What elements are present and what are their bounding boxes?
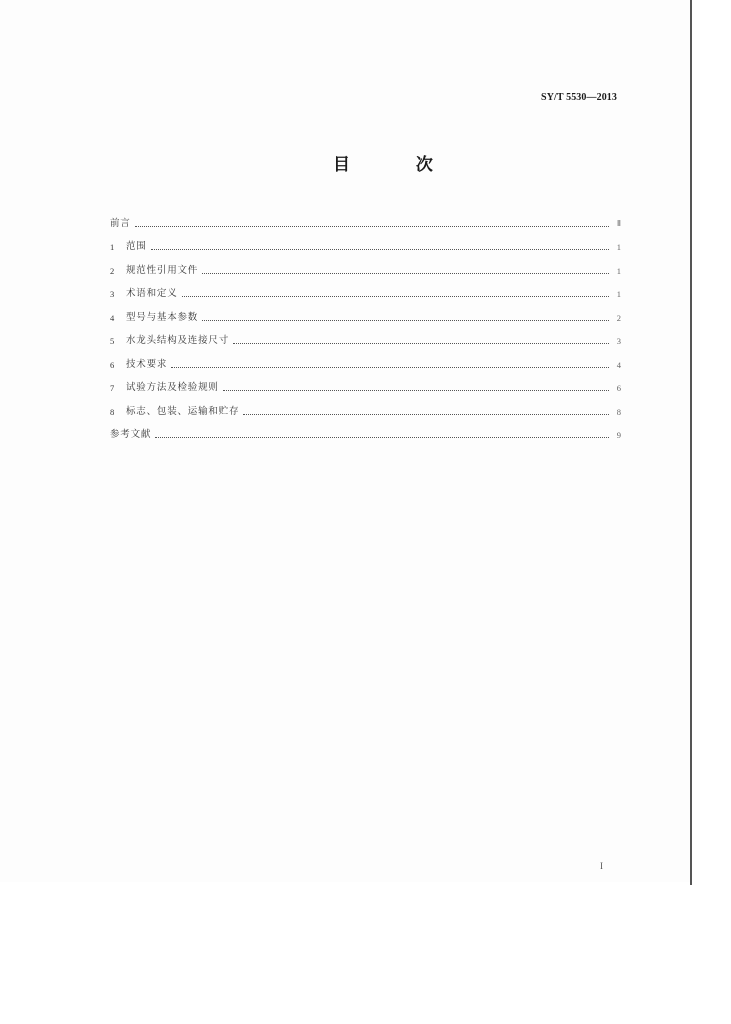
toc-leader-dots <box>243 414 609 415</box>
toc-entry-label: 术语和定义 <box>126 288 178 299</box>
toc-leader-dots <box>151 249 609 250</box>
page-edge-shadow <box>690 0 692 885</box>
toc-entry-number: 4 <box>110 312 115 323</box>
toc-entry-normative-references[interactable] <box>110 252 621 276</box>
toc-entry-page: 4 <box>616 359 621 370</box>
toc-entry-page: Ⅱ <box>616 217 621 228</box>
toc-leader-dots <box>233 343 609 344</box>
toc-entry-page: 3 <box>616 336 621 346</box>
toc-entry-label: 水龙头结构及连接尺寸 <box>126 335 230 346</box>
toc-entry-label: 技术要求 <box>126 358 168 370</box>
toc-entry-scope[interactable] <box>110 229 621 253</box>
toc-entry-page: 9 <box>616 430 621 440</box>
toc-entry-technical-requirements[interactable] <box>110 346 621 370</box>
toc-leader-dots <box>202 320 609 321</box>
toc-entry-model-parameters[interactable] <box>110 299 621 323</box>
toc-leader-dots <box>155 437 609 438</box>
table-of-contents <box>110 205 621 440</box>
toc-entry-page: 6 <box>616 383 621 393</box>
toc-leader-dots <box>135 226 609 227</box>
toc-entry-swivel-structure[interactable] <box>110 323 621 347</box>
toc-entry-number: 8 <box>110 406 115 417</box>
toc-entry-label: 试验方法及检验规则 <box>126 382 219 393</box>
toc-entry-bibliography[interactable] <box>110 417 621 441</box>
toc-entry-number: 3 <box>110 289 115 299</box>
toc-entry-label: 范围 <box>126 241 147 252</box>
toc-entry-page: 2 <box>616 312 621 323</box>
toc-leader-dots <box>182 296 609 297</box>
toc-entry-label: 规范性引用文件 <box>126 264 199 276</box>
toc-entry-marking-packaging[interactable] <box>110 393 621 417</box>
toc-entry-number: 5 <box>110 336 115 346</box>
toc-entry-test-methods[interactable] <box>110 370 621 394</box>
toc-entry-page: 8 <box>616 406 621 417</box>
toc-entry-number: 1 <box>110 242 115 252</box>
toc-entry-number: 2 <box>110 265 115 276</box>
toc-entry-label: 标志、包装、运输和贮存 <box>126 405 240 417</box>
toc-entry-page: 1 <box>616 289 621 299</box>
toc-leader-dots <box>223 390 609 391</box>
page-number: I <box>600 861 603 871</box>
toc-entry-page: 1 <box>616 242 621 252</box>
standard-code: SY/T 5530—2013 <box>541 92 617 103</box>
toc-entry-number: 7 <box>110 383 115 393</box>
toc-entry-foreword[interactable] <box>110 205 621 229</box>
page-title: 目 次 <box>333 155 463 175</box>
toc-entry-label: 参考文献 <box>110 429 152 440</box>
toc-entry-label: 前言 <box>110 217 131 229</box>
toc-leader-dots <box>202 273 609 274</box>
toc-leader-dots <box>171 367 609 368</box>
toc-entry-terms-definitions[interactable] <box>110 276 621 300</box>
toc-entry-label: 型号与基本参数 <box>126 311 199 323</box>
toc-entry-page: 1 <box>616 265 621 276</box>
toc-entry-number: 6 <box>110 359 115 370</box>
